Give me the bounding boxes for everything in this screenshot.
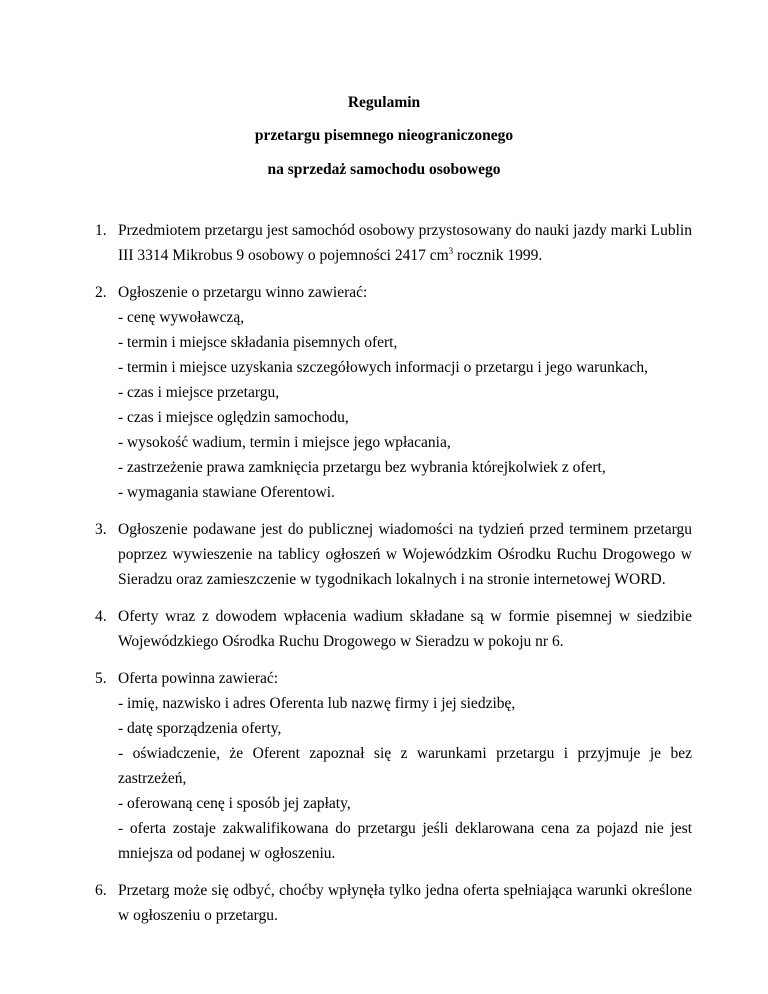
item-number: 2. <box>95 284 107 301</box>
sub-item: - datę sporządzenia oferty, <box>118 720 282 737</box>
item-number: 5. <box>95 670 107 687</box>
sub-item: - imię, nazwisko i adres Oferenta lub nazwę firmy i jej siedzibę, <box>118 695 516 712</box>
item-text: Przetarg może się odbyć, choćby wpłynęła tylko jedna oferta spełniająca warunki określone w ogłoszeniu o przetargu. <box>118 882 692 924</box>
sub-item: - termin i miejsce składania pisemnych ofert, <box>118 334 398 351</box>
item-intro: Oferta powinna zawierać: <box>118 670 279 687</box>
sub-item: - termin i miejsce uzyskania szczegółowych informacji o przetargu i jego warunkach, <box>118 359 648 376</box>
item-text: Oferty wraz z dowodem wpłacenia wadium składane są w formie pisemnej w siedzibie Wojewódzkiego Ośrodka Ruchu Drogowego w Sieradzu w pokoju nr 6. <box>118 608 692 650</box>
sub-item: - wysokość wadium, termin i miejsce jego wpłacania, <box>118 434 451 451</box>
sub-item: - zastrzeżenie prawa zamknięcia przetargu bez wybrania którejkolwiek z ofert, <box>118 459 606 476</box>
list-item-3 <box>95 517 692 592</box>
sub-item: - cenę wywoławczą, <box>118 309 245 326</box>
sub-item: - oferowaną cenę i sposób jej zapłaty, <box>118 795 351 812</box>
document-title: Regulamin <box>347 94 421 111</box>
superscript: 3 <box>448 245 454 256</box>
item-text-part: rocznik 1999. <box>453 247 543 264</box>
sub-item: - czas i miejsce przetargu, <box>118 384 280 401</box>
item-text-part: Przedmiotem przetargu jest samochód osobowy przystosowany do nauki jazdy marki Lublin III 3314 Mikrobus 9 osobowy o pojemności 2417 cm <box>118 222 692 264</box>
list-item-1 <box>95 218 692 268</box>
item-number: 3. <box>95 521 107 538</box>
sub-item: - oświadczenie, że Oferent zapoznał się z warunkami przetargu i przyjmuje je bez zastrzeżeń, <box>118 745 692 787</box>
list-item-6 <box>95 878 692 928</box>
list-item-5 <box>95 666 692 866</box>
list-item-4 <box>95 604 692 654</box>
item-text <box>118 218 692 268</box>
sub-item: - czas i miejsce oględzin samochodu, <box>118 409 349 426</box>
item-intro: Ogłoszenie o przetargu winno zawierać: <box>118 284 368 301</box>
item-number: 6. <box>95 882 107 899</box>
item-number: 1. <box>95 222 107 239</box>
item-text: Ogłoszenie podawane jest do publicznej wiadomości na tydzień przed terminem przetargu poprzez wywieszenie na tablicy ogłoszeń w Wojewódzkim Ośrodku Ruchu Drogowego w Sieradzu oraz zamieszczenie w tygodnikach lokalnych i na stronie internetowej WORD. <box>118 521 692 588</box>
regulation-list <box>95 218 692 928</box>
document-subtitle-line-1: przetargu pisemnego nieograniczonego <box>254 127 514 144</box>
sub-item: - wymagania stawiane Oferentowi. <box>118 484 335 501</box>
sub-item: - oferta zostaje zakwalifikowana do przetargu jeśli deklarowana cena za pojazd nie jest mniejsza od podanej w ogłoszeniu. <box>118 820 692 862</box>
list-item-2 <box>95 280 692 505</box>
item-number: 4. <box>95 608 107 625</box>
document-subtitle-line-2: na sprzedaż samochodu osobowego <box>267 161 501 178</box>
